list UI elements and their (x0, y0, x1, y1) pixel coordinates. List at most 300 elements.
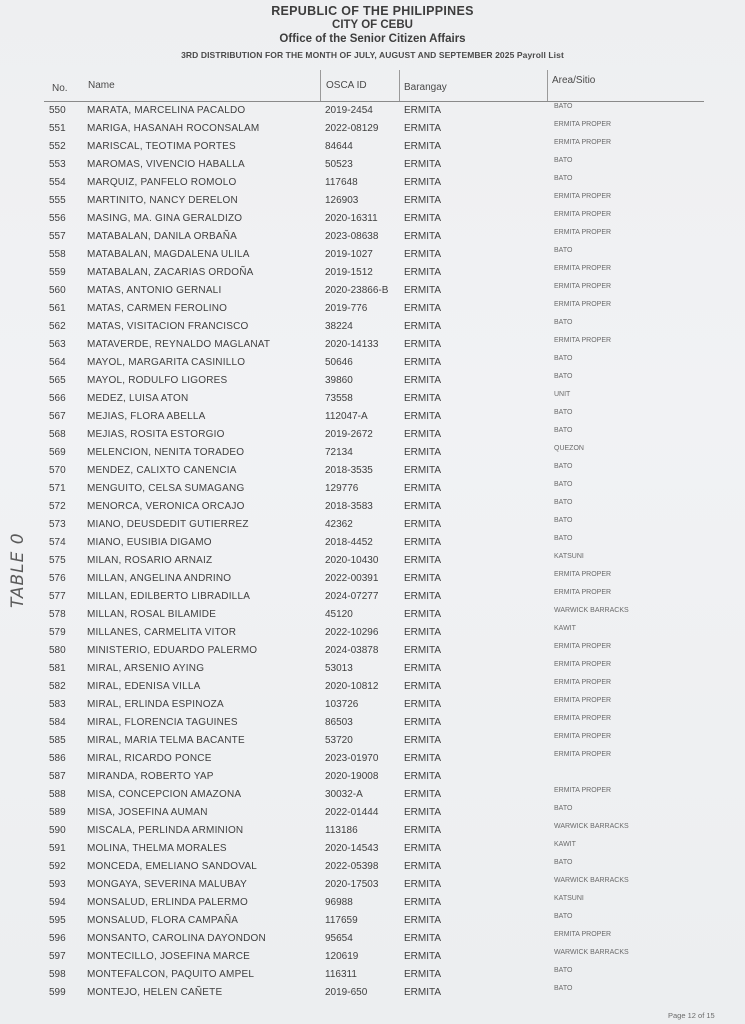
row-osca-id: 2019-650 (325, 987, 368, 998)
row-area: ERMITA PROPER (554, 121, 612, 128)
row-area: BATO (554, 481, 573, 488)
row-barangay: ERMITA (404, 825, 442, 836)
row-number: 598 (49, 969, 66, 980)
row-number: 568 (49, 429, 66, 440)
row-area: ERMITA PROPER (554, 265, 612, 272)
row-barangay: ERMITA (404, 447, 442, 458)
row-name: MILLANES, CARMELITA VITOR (87, 627, 237, 638)
row-osca-id: 38224 (325, 321, 353, 332)
row-name: MAROMAS, VIVENCIO HABALLA (87, 159, 245, 170)
row-osca-id: 50646 (325, 357, 353, 368)
row-barangay: ERMITA (404, 393, 442, 404)
row-area: ERMITA PROPER (554, 589, 612, 596)
table-row (44, 102, 704, 120)
row-area: ERMITA PROPER (554, 715, 612, 722)
row-number: 582 (49, 681, 66, 692)
row-osca-id: 120619 (325, 951, 359, 962)
row-barangay: ERMITA (404, 897, 442, 908)
row-osca-id: 50523 (325, 159, 353, 170)
table-row (44, 300, 704, 318)
row-name: MAYOL, MARGARITA CASINILLO (87, 357, 246, 368)
row-name: MIRAL, EDENISA VILLA (87, 681, 201, 692)
table-row (44, 354, 704, 372)
table-row (44, 390, 704, 408)
row-area: BATO (554, 427, 573, 434)
header-distribution-title: 3RD DISTRIBUTION FOR THE MONTH OF JULY, AUGUST AND SEPTEMBER 2025 Payroll List (181, 50, 564, 60)
row-name: MINISTERIO, EDUARDO PALERMO (87, 645, 258, 656)
row-barangay: ERMITA (404, 969, 442, 980)
row-number: 584 (49, 717, 66, 728)
row-number: 588 (49, 789, 66, 800)
row-area: BATO (554, 355, 573, 362)
row-osca-id: 73558 (325, 393, 353, 404)
row-number: 595 (49, 915, 66, 926)
row-number: 585 (49, 735, 66, 746)
row-number: 561 (49, 303, 66, 314)
table-row (44, 588, 704, 606)
column-divider (399, 70, 400, 101)
row-name: MELENCION, NENITA TORADEO (87, 447, 245, 458)
table-row (44, 264, 704, 282)
row-name: MIRAL, MARIA TELMA BACANTE (87, 735, 245, 746)
row-area: BATO (554, 157, 573, 164)
row-barangay: ERMITA (404, 321, 442, 332)
row-area: ERMITA PROPER (554, 193, 612, 200)
row-name: MISA, CONCEPCION AMAZONA (87, 789, 242, 800)
row-name: MONCEDA, EMELIANO SANDOVAL (87, 861, 258, 872)
row-osca-id: 2020-10812 (325, 681, 379, 692)
table-header (44, 70, 704, 102)
table-row (44, 534, 704, 552)
row-area: WARWICK BARRACKS (554, 607, 629, 614)
row-barangay: ERMITA (404, 501, 442, 512)
row-barangay: ERMITA (404, 987, 442, 998)
row-number: 579 (49, 627, 66, 638)
row-barangay: ERMITA (404, 609, 442, 620)
row-name: MENDEZ, CALIXTO CANENCIA (87, 465, 237, 476)
row-number: 562 (49, 321, 66, 332)
row-name: MAYOL, RODULFO LIGORES (87, 375, 228, 386)
row-barangay: ERMITA (404, 177, 442, 188)
table-row (44, 984, 704, 1002)
column-divider (320, 70, 321, 101)
column-header-no: No. (52, 83, 68, 94)
table-row (44, 678, 704, 696)
row-barangay: ERMITA (404, 627, 442, 638)
page-number: Page 12 of 15 (668, 1011, 715, 1020)
row-area: BATO (554, 319, 573, 326)
row-number: 550 (49, 105, 66, 116)
row-number: 577 (49, 591, 66, 602)
table-row (44, 840, 704, 858)
row-area: ERMITA PROPER (554, 787, 612, 794)
table-row (44, 768, 704, 786)
row-name: MEJIAS, ROSITA ESTORGIO (87, 429, 225, 440)
row-area: QUEZON (554, 445, 584, 452)
row-osca-id: 112047-A (325, 411, 368, 422)
table-row (44, 822, 704, 840)
row-name: MATABALAN, ZACARIAS ORDOÑA (87, 267, 254, 278)
row-number: 565 (49, 375, 66, 386)
row-osca-id: 2018-4452 (325, 537, 373, 548)
row-number: 570 (49, 465, 66, 476)
row-osca-id: 2020-19008 (325, 771, 379, 782)
row-number: 560 (49, 285, 66, 296)
row-name: MIRAL, FLORENCIA TAGUINES (87, 717, 238, 728)
table-row (44, 318, 704, 336)
row-barangay: ERMITA (404, 357, 442, 368)
row-number: 558 (49, 249, 66, 260)
row-name: MOLINA, THELMA MORALES (87, 843, 227, 854)
row-osca-id: 2023-08638 (325, 231, 379, 242)
table-row (44, 372, 704, 390)
row-name: MILLAN, EDILBERTO LIBRADILLA (87, 591, 251, 602)
row-osca-id: 72134 (325, 447, 353, 458)
row-area: BATO (554, 499, 573, 506)
column-header-barangay: Barangay (404, 82, 447, 93)
row-name: MONTECILLO, JOSEFINA MARCE (87, 951, 251, 962)
row-osca-id: 2019-2672 (325, 429, 373, 440)
row-area: WARWICK BARRACKS (554, 949, 629, 956)
row-osca-id: 2020-10430 (325, 555, 379, 566)
row-name: MARISCAL, TEOTIMA PORTES (87, 141, 236, 152)
row-osca-id: 2018-3535 (325, 465, 373, 476)
row-barangay: ERMITA (404, 285, 442, 296)
row-number: 559 (49, 267, 66, 278)
row-name: MIRANDA, ROBERTO YAP (87, 771, 214, 782)
row-osca-id: 86503 (325, 717, 353, 728)
row-area: BATO (554, 913, 573, 920)
row-osca-id: 53720 (325, 735, 353, 746)
table-row (44, 444, 704, 462)
row-osca-id: 2018-3583 (325, 501, 373, 512)
table-body (44, 102, 704, 1002)
row-area: BATO (554, 967, 573, 974)
row-osca-id: 2020-14543 (325, 843, 379, 854)
row-number: 581 (49, 663, 66, 674)
row-name: MISCALA, PERLINDA ARMINION (87, 825, 244, 836)
table-row (44, 192, 704, 210)
row-barangay: ERMITA (404, 555, 442, 566)
row-name: MONSALUD, FLORA CAMPAÑA (87, 915, 239, 926)
row-number: 578 (49, 609, 66, 620)
payroll-table (44, 70, 704, 1002)
row-barangay: ERMITA (404, 915, 442, 926)
row-barangay: ERMITA (404, 231, 442, 242)
row-number: 552 (49, 141, 66, 152)
table-row (44, 282, 704, 300)
row-area: ERMITA PROPER (554, 661, 612, 668)
row-number: 564 (49, 357, 66, 368)
row-osca-id: 2020-14133 (325, 339, 379, 350)
row-number: 594 (49, 897, 66, 908)
row-number: 597 (49, 951, 66, 962)
table-row (44, 552, 704, 570)
row-area: BATO (554, 535, 573, 542)
row-area: BATO (554, 463, 573, 470)
row-osca-id: 2020-23866-B (325, 285, 389, 296)
table-row (44, 246, 704, 264)
row-area: ERMITA PROPER (554, 679, 612, 686)
row-area: BATO (554, 859, 573, 866)
row-osca-id: 95654 (325, 933, 353, 944)
table-row (44, 336, 704, 354)
row-name: MATAS, VISITACION FRANCISCO (87, 321, 249, 332)
row-osca-id: 2019-1512 (325, 267, 373, 278)
row-name: MILLAN, ANGELINA ANDRINO (87, 573, 232, 584)
column-divider (547, 70, 548, 101)
row-number: 574 (49, 537, 66, 548)
row-osca-id: 113186 (325, 825, 358, 836)
row-area: WARWICK BARRACKS (554, 823, 629, 830)
row-barangay: ERMITA (404, 663, 442, 674)
row-barangay: ERMITA (404, 861, 442, 872)
row-number: 575 (49, 555, 66, 566)
row-name: MONGAYA, SEVERINA MALUBAY (87, 879, 248, 890)
row-number: 554 (49, 177, 66, 188)
table-row (44, 174, 704, 192)
row-osca-id: 30032-A (325, 789, 363, 800)
row-barangay: ERMITA (404, 519, 442, 530)
row-barangay: ERMITA (404, 735, 442, 746)
row-osca-id: 2022-05398 (325, 861, 379, 872)
table-row (44, 696, 704, 714)
table-row (44, 210, 704, 228)
row-area: ERMITA PROPER (554, 229, 612, 236)
table-row (44, 156, 704, 174)
row-area: ERMITA PROPER (554, 643, 612, 650)
row-barangay: ERMITA (404, 591, 442, 602)
row-osca-id: 53013 (325, 663, 353, 674)
header-republic: REPUBLIC OF THE PHILIPPINES (271, 4, 474, 18)
column-header-name: Name (88, 80, 115, 91)
row-number: 586 (49, 753, 66, 764)
row-barangay: ERMITA (404, 951, 442, 962)
table-row (44, 732, 704, 750)
row-number: 566 (49, 393, 66, 404)
row-area: ERMITA PROPER (554, 211, 612, 218)
row-area: BATO (554, 373, 573, 380)
header-office: Office of the Senior Citizen Affairs (279, 33, 466, 45)
row-barangay: ERMITA (404, 465, 442, 476)
row-name: MENGUITO, CELSA SUMAGANG (87, 483, 245, 494)
row-name: MILAN, ROSARIO ARNAIZ (87, 555, 213, 566)
row-number: 571 (49, 483, 66, 494)
row-barangay: ERMITA (404, 375, 442, 386)
row-name: MONSALUD, ERLINDA PALERMO (87, 897, 248, 908)
row-barangay: ERMITA (404, 771, 442, 782)
row-name: MARIGA, HASANAH ROCONSALAM (87, 123, 260, 134)
row-name: MARATA, MARCELINA PACALDO (87, 105, 246, 116)
row-area: WARWICK BARRACKS (554, 877, 629, 884)
table-row (44, 624, 704, 642)
row-barangay: ERMITA (404, 429, 442, 440)
row-osca-id: 39860 (325, 375, 353, 386)
row-number: 573 (49, 519, 66, 530)
row-name: MISA, JOSEFINA AUMAN (87, 807, 208, 818)
row-number: 593 (49, 879, 66, 890)
table-row (44, 408, 704, 426)
row-name: MIANO, EUSIBIA DIGAMO (87, 537, 212, 548)
row-barangay: ERMITA (404, 141, 442, 152)
row-barangay: ERMITA (404, 213, 442, 224)
row-name: MATABALAN, MAGDALENA ULILA (87, 249, 250, 260)
row-osca-id: 2024-07277 (325, 591, 379, 602)
row-number: 583 (49, 699, 66, 710)
table-row (44, 948, 704, 966)
row-area: ERMITA PROPER (554, 733, 612, 740)
row-number: 589 (49, 807, 66, 818)
row-barangay: ERMITA (404, 537, 442, 548)
row-area: BATO (554, 985, 573, 992)
row-name: MILLAN, ROSAL BILAMIDE (87, 609, 217, 620)
table-row (44, 876, 704, 894)
table-row (44, 120, 704, 138)
row-number: 580 (49, 645, 66, 656)
row-barangay: ERMITA (404, 339, 442, 350)
row-number: 591 (49, 843, 66, 854)
row-osca-id: 2023-01970 (325, 753, 379, 764)
row-barangay: ERMITA (404, 159, 442, 170)
row-name: MIRAL, RICARDO PONCE (87, 753, 212, 764)
row-name: MATABALAN, DANILA ORBAÑA (87, 231, 238, 242)
row-osca-id: 2020-17503 (325, 879, 379, 890)
table-row (44, 966, 704, 984)
row-osca-id: 2022-01444 (325, 807, 379, 818)
row-osca-id: 103726 (325, 699, 359, 710)
column-header-area: Area/Sitio (552, 75, 596, 86)
row-number: 556 (49, 213, 66, 224)
table-row (44, 228, 704, 246)
row-osca-id: 2022-08129 (325, 123, 379, 134)
row-area: BATO (554, 175, 573, 182)
table-row (44, 750, 704, 768)
row-number: 596 (49, 933, 66, 944)
table-row (44, 462, 704, 480)
row-name: MEDEZ, LUISA ATON (87, 393, 189, 404)
row-area: KATSUNI (554, 553, 584, 560)
row-barangay: ERMITA (404, 483, 442, 494)
row-barangay: ERMITA (404, 645, 442, 656)
row-osca-id: 45120 (325, 609, 353, 620)
row-number: 563 (49, 339, 66, 350)
row-barangay: ERMITA (404, 573, 442, 584)
row-osca-id: 117659 (325, 915, 358, 926)
table-row (44, 912, 704, 930)
row-name: MONTEJO, HELEN CAÑETE (87, 987, 223, 998)
row-area: ERMITA PROPER (554, 301, 612, 308)
row-osca-id: 2019-1027 (325, 249, 373, 260)
row-name: MARTINITO, NANCY DERELON (87, 195, 238, 206)
row-area: KAWIT (554, 625, 576, 632)
row-osca-id: 42362 (325, 519, 353, 530)
table-row (44, 858, 704, 876)
row-number: 569 (49, 447, 66, 458)
table-row (44, 660, 704, 678)
row-area: ERMITA PROPER (554, 697, 612, 704)
row-osca-id: 129776 (325, 483, 359, 494)
row-osca-id: 84644 (325, 141, 353, 152)
row-name: MONTEFALCON, PAQUITO AMPEL (87, 969, 255, 980)
row-osca-id: 2024-03878 (325, 645, 379, 656)
table-row (44, 498, 704, 516)
row-area: BATO (554, 805, 573, 812)
row-name: MIRAL, ARSENIO AYING (87, 663, 205, 674)
row-barangay: ERMITA (404, 411, 442, 422)
row-osca-id: 2020-16311 (325, 213, 378, 224)
table-row (44, 930, 704, 948)
row-barangay: ERMITA (404, 195, 442, 206)
row-area: BATO (554, 517, 573, 524)
row-barangay: ERMITA (404, 879, 442, 890)
row-barangay: ERMITA (404, 267, 442, 278)
row-area: ERMITA PROPER (554, 571, 612, 578)
row-barangay: ERMITA (404, 933, 442, 944)
table-row (44, 480, 704, 498)
row-area: ERMITA PROPER (554, 751, 612, 758)
row-area: BATO (554, 247, 573, 254)
row-osca-id: 126903 (325, 195, 359, 206)
column-header-osca-id: OSCA ID (326, 80, 367, 91)
row-area: ERMITA PROPER (554, 337, 612, 344)
header-city: CITY OF CEBU (332, 19, 413, 31)
table-row (44, 642, 704, 660)
row-number: 572 (49, 501, 66, 512)
table-row (44, 804, 704, 822)
row-number: 567 (49, 411, 66, 422)
table-row (44, 516, 704, 534)
row-barangay: ERMITA (404, 807, 442, 818)
row-name: MIRAL, ERLINDA ESPINOZA (87, 699, 224, 710)
row-osca-id: 117648 (325, 177, 358, 188)
row-name: MATAS, CARMEN FEROLINO (87, 303, 228, 314)
row-name: MONSANTO, CAROLINA DAYONDON (87, 933, 266, 944)
table-row (44, 714, 704, 732)
table-row (44, 138, 704, 156)
row-osca-id: 2022-00391 (325, 573, 379, 584)
row-number: 551 (49, 123, 66, 134)
row-barangay: ERMITA (404, 843, 442, 854)
row-number: 555 (49, 195, 66, 206)
row-name: MASING, MA. GINA GERALDIZO (87, 213, 243, 224)
row-name: MARQUIZ, PANFELO ROMOLO (87, 177, 237, 188)
row-area: ERMITA PROPER (554, 139, 612, 146)
row-area: BATO (554, 409, 573, 416)
row-osca-id: 116311 (325, 969, 357, 980)
row-area: BATO (554, 103, 573, 110)
row-barangay: ERMITA (404, 699, 442, 710)
row-barangay: ERMITA (404, 249, 442, 260)
row-barangay: ERMITA (404, 303, 442, 314)
row-name: MIANO, DEUSDEDIT GUTIERREZ (87, 519, 249, 530)
row-number: 590 (49, 825, 66, 836)
row-barangay: ERMITA (404, 753, 442, 764)
row-number: 576 (49, 573, 66, 584)
row-barangay: ERMITA (404, 123, 442, 134)
table-row (44, 894, 704, 912)
row-area: ERMITA PROPER (554, 931, 612, 938)
row-barangay: ERMITA (404, 789, 442, 800)
table-row (44, 426, 704, 444)
row-barangay: ERMITA (404, 105, 442, 116)
row-osca-id: 2019-776 (325, 303, 368, 314)
row-name: MENORCA, VERONICA ORCAJO (87, 501, 245, 512)
row-osca-id: 2019-2454 (325, 105, 373, 116)
handwritten-side-note: TABLE 0 (8, 532, 28, 608)
row-area: ERMITA PROPER (554, 283, 612, 290)
row-name: MEJIAS, FLORA ABELLA (87, 411, 206, 422)
row-number: 553 (49, 159, 66, 170)
